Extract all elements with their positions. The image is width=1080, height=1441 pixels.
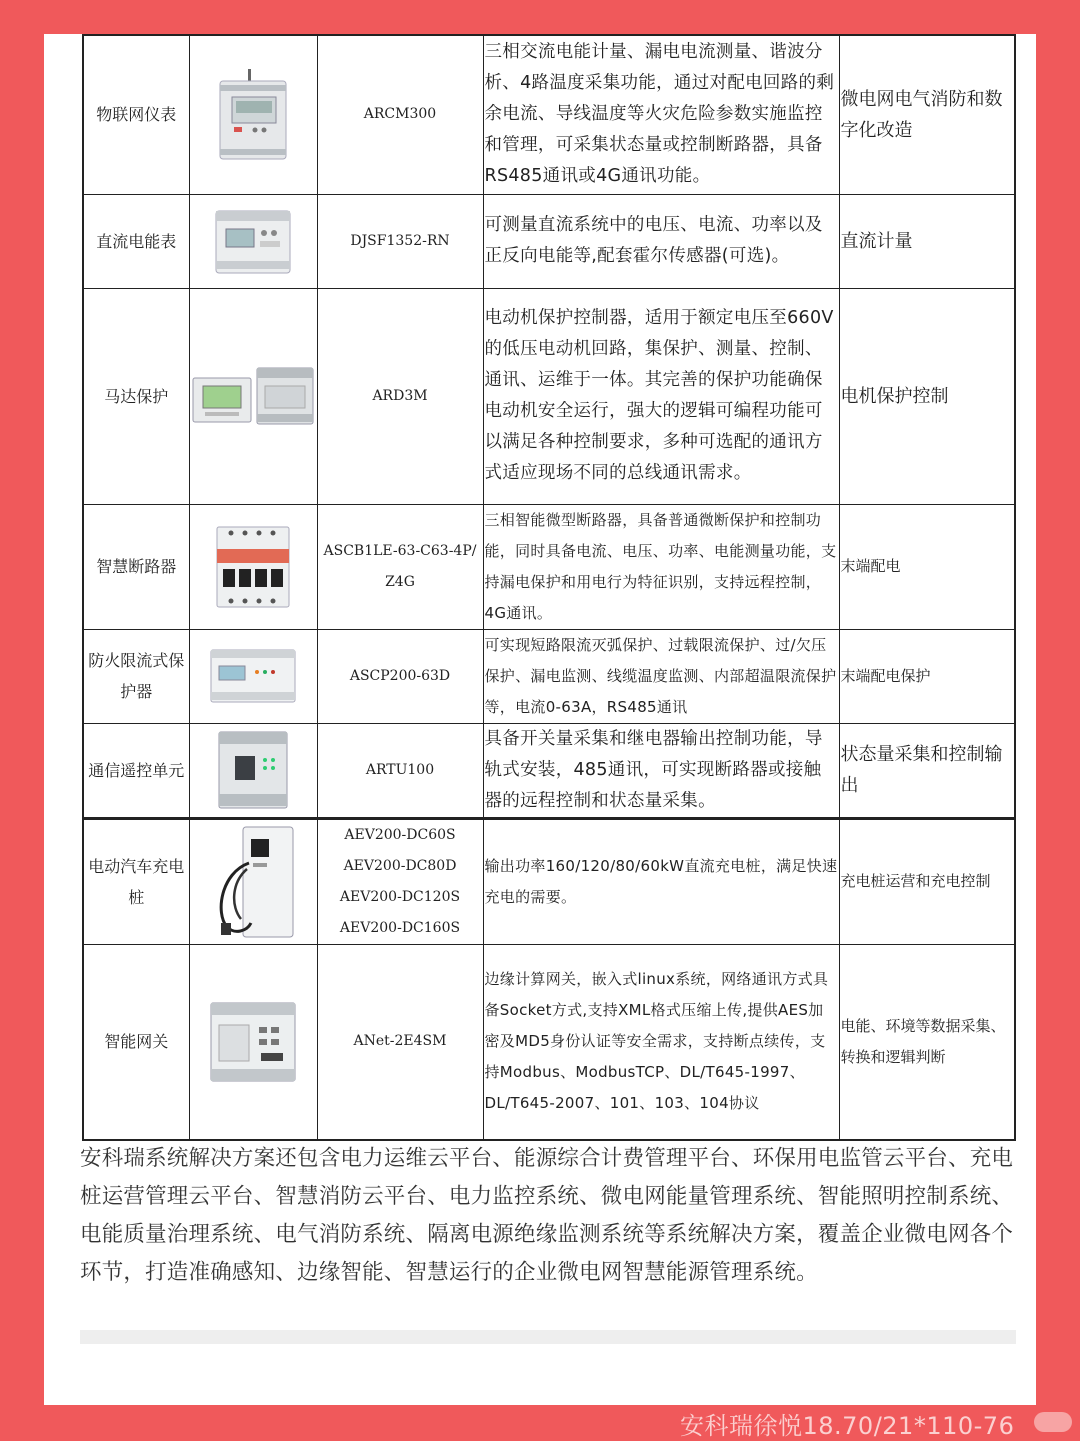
product-name: 防火限流式保护器 <box>83 629 189 723</box>
application-field: 电能、环境等数据采集、转换和逻辑判断 <box>839 944 1015 1140</box>
application-field: 微电网电气消防和数字化改造 <box>839 35 1015 194</box>
watermark-badge-icon <box>1034 1412 1072 1432</box>
product-name: 电动汽车充电桩 <box>83 818 189 944</box>
table-row <box>83 194 1015 288</box>
model-number: ARTU100 <box>365 761 435 778</box>
model-number: DJSF1352-RN <box>350 232 450 249</box>
watermark-text: 安科瑞徐悦18.70/21*110-76 <box>680 1412 1015 1440</box>
ev-charging-pile-icon <box>201 823 305 941</box>
table-row <box>83 629 1015 723</box>
product-name: 马达保护 <box>83 288 189 504</box>
function-description: 可测量直流系统中的电压、电流、功率以及正反向电能等,配套霍尔传感器(可选)。 <box>483 194 839 288</box>
summary-paragraph: 安科瑞系统解决方案还包含电力运维云平台、能源综合计费管理平台、环保用电监管云平台、充电桩运营管理云平台、智慧消防云平台、电力监控系统、微电网能量管理系统、智能照明控制系统、电能质量治理系统、电气消防系统、隔离电源绝缘监测系统等系统解决方案，覆盖企业微电网各个环节，打造准确感知、边缘智能、智慧运行的企业微电网智慧能源管理系统。 <box>80 1146 1014 1285</box>
current-limiting-protector-icon <box>207 646 299 706</box>
table-row <box>83 35 1015 194</box>
model-number: Z4G <box>385 573 415 590</box>
function-description: 输出功率160/120/80/60kW直流充电桩，满足快速充电的需要。 <box>483 818 839 944</box>
din-rail-meter-with-antenna-icon <box>210 67 296 163</box>
table-row <box>83 818 1015 944</box>
model-number: AEV200-DC60S <box>344 826 456 843</box>
model-number: AEV200-DC80D <box>343 857 457 874</box>
application-field: 末端配电 <box>839 504 1015 629</box>
table-row <box>83 504 1015 629</box>
product-name: 智能网关 <box>83 944 189 1140</box>
table-row <box>83 723 1015 818</box>
remote-control-unit-icon <box>213 728 293 812</box>
model-number: ASCB1LE-63-C63-4P/ <box>323 542 477 559</box>
application-field: 充电桩运营和充电控制 <box>839 818 1015 944</box>
application-field: 末端配电保护 <box>839 629 1015 723</box>
model-number: AEV200-DC160S <box>339 919 461 936</box>
application-field: 状态量采集和控制输出 <box>839 723 1015 818</box>
motor-protector-icon <box>191 364 315 428</box>
table-row <box>83 288 1015 504</box>
product-name: 物联网仪表 <box>83 35 189 194</box>
model-number: ANet-2E4SM <box>353 1033 447 1050</box>
function-description: 可实现短路限流灭弧保护、过载限流保护、过/欠压保护、漏电监测、线缆温度监测、内部超温限流保护等，电流0-63A，RS485通讯 <box>483 629 839 723</box>
product-name: 智慧断路器 <box>83 504 189 629</box>
function-description: 边缘计算网关，嵌入式linux系统，网络通讯方式具备Socket方式,支持XML格式压缩上传,提供AES加密及MD5身份认证等安全需求，支持断点续传，支持Modbus、ModbusTCP、DL/T645-1997、DL/T645-2007、101、103、104协议 <box>483 944 839 1140</box>
function-description: 具备开关量采集和继电器输出控制功能，导轨式安装，485通讯，可实现断路器或接触器的远程控制和状态量采集。 <box>483 723 839 818</box>
application-field: 直流计量 <box>839 194 1015 288</box>
model-number: ARD3M <box>372 387 428 404</box>
content-fade-divider <box>80 1330 1016 1344</box>
function-description: 三相交流电能计量、漏电电流测量、谐波分析、4路温度采集功能，通过对配电回路的剩余电流、导线温度等火灾危险参数实施监控和管理，可采集状态量或控制断路器，具备RS485通讯或4G通讯功能。 <box>483 35 839 194</box>
model-number: AEV200-DC120S <box>339 888 461 905</box>
product-name: 通信遥控单元 <box>83 723 189 818</box>
model-number: ARCM300 <box>363 106 437 123</box>
application-field: 电机保护控制 <box>839 288 1015 504</box>
table-row <box>83 944 1015 1140</box>
smart-circuit-breaker-icon <box>213 523 293 611</box>
model-number: ASCP200-63D <box>349 667 451 684</box>
dc-energy-meter-icon <box>210 205 296 277</box>
document-sheet <box>44 34 1036 1405</box>
function-description: 电动机保护控制器，适用于额定电压至660V的低压电动机回路，集保护、测量、控制、通讯、运维于一体。其完善的保护功能确保电动机安全运行，强大的逻辑可编程功能可以满足各种控制要求，多种可选配的通讯方式适应现场不同的总线通讯需求。 <box>483 288 839 504</box>
function-description: 三相智能微型断路器，具备普通微断保护和控制功能，同时具备电流、电压、功率、电能测量功能，支持漏电保护和用电行为特征识别，支持远程控制，4G通讯。 <box>483 504 839 629</box>
smart-gateway-icon <box>205 999 301 1085</box>
product-table <box>82 34 1016 1141</box>
product-name: 直流电能表 <box>83 194 189 288</box>
